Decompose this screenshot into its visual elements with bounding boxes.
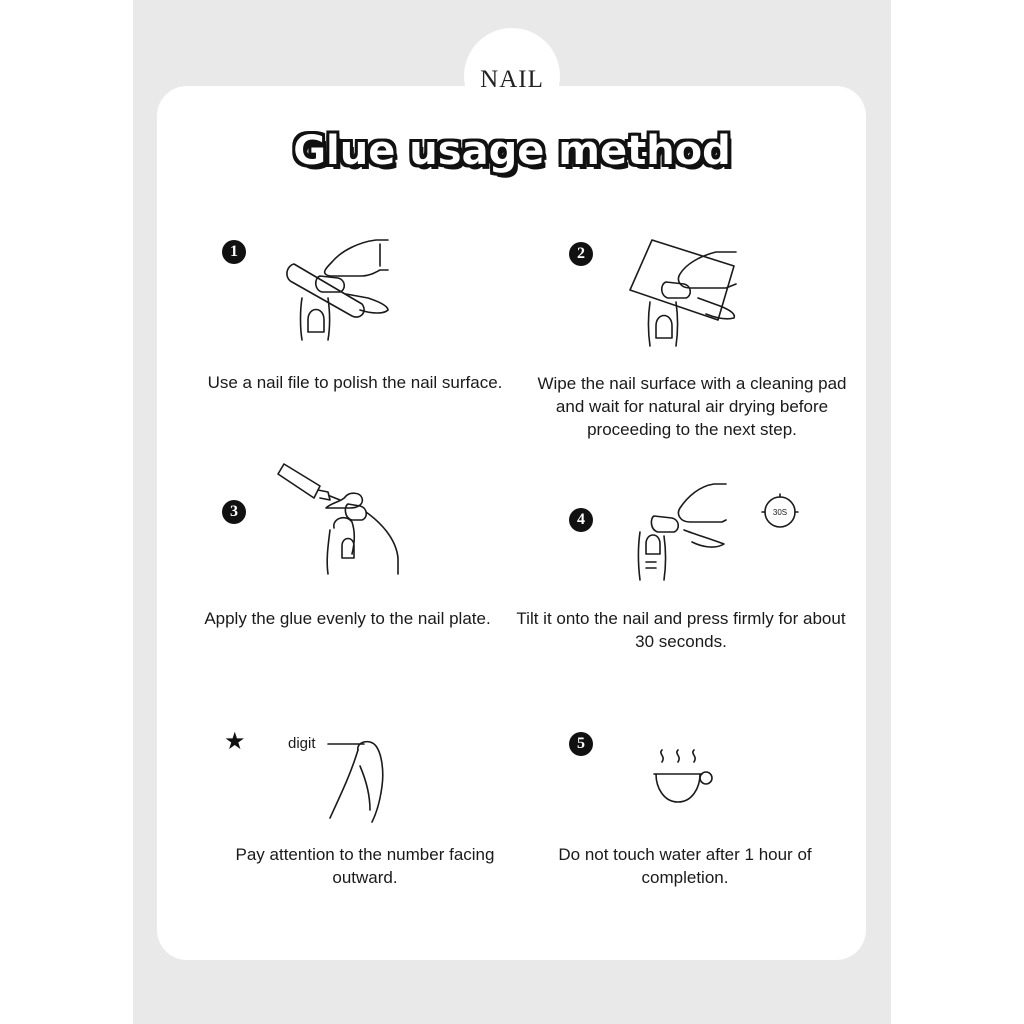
glue-bottle-hand-icon bbox=[270, 462, 410, 578]
tip-caption: Pay attention to the number facing outward. bbox=[235, 845, 495, 887]
step-3-caption: Apply the glue evenly to the nail plate. bbox=[204, 609, 491, 628]
page-title: Glue usage method bbox=[293, 128, 731, 174]
step-1-caption: Use a nail file to polish the nail surface. bbox=[207, 373, 503, 392]
step-4-number: 4 bbox=[569, 508, 593, 532]
step-2-caption: Wipe the nail surface with a cleaning pad and wait for natural air drying before proceeding to the next step. bbox=[537, 374, 847, 439]
step-2-number: 2 bbox=[569, 242, 593, 266]
step-5-number: 5 bbox=[569, 732, 593, 756]
press-nail-hand-icon bbox=[634, 482, 734, 582]
step-5-caption: Do not touch water after 1 hour of completion. bbox=[558, 845, 812, 887]
coffee-cup-icon bbox=[652, 748, 718, 808]
step-3-number: 3 bbox=[222, 500, 246, 524]
brand-name: NAIL bbox=[480, 66, 544, 93]
digit-label: digit bbox=[288, 735, 316, 752]
cleaning-pad-hand-icon bbox=[626, 236, 746, 348]
timer-icon bbox=[760, 494, 800, 530]
press-on-nail-icon bbox=[326, 736, 396, 826]
timer-label: 30S bbox=[772, 508, 788, 517]
star-icon: ★ bbox=[224, 728, 246, 755]
step-4-caption: Tilt it onto the nail and press firmly for about 30 seconds. bbox=[516, 609, 846, 651]
step-1-number: 1 bbox=[222, 240, 246, 264]
nail-file-hand-icon bbox=[280, 236, 400, 346]
